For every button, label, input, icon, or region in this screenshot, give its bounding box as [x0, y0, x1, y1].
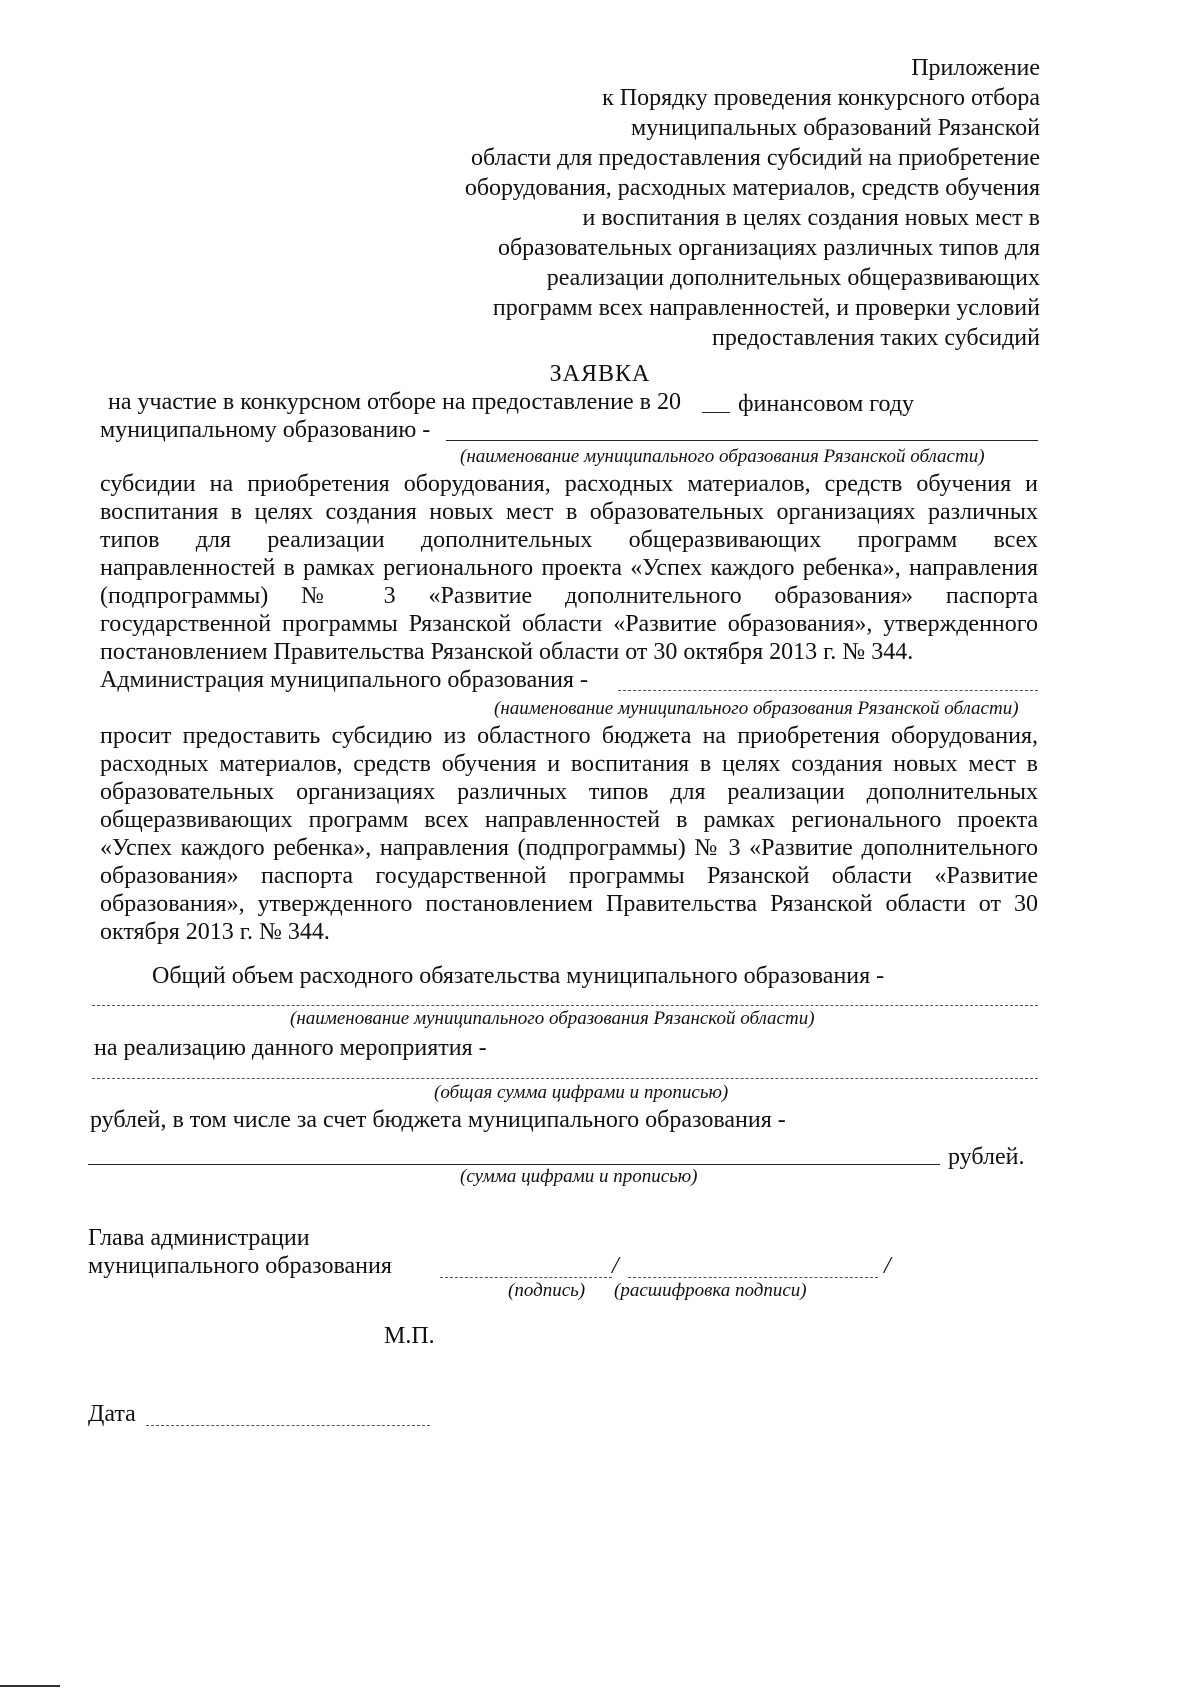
- administration-line: Администрация муниципального образования -: [100, 667, 588, 693]
- paragraph-line: типов для реализации дополнительных общеразвивающих программ всех: [100, 527, 1038, 553]
- paragraph-line: образования» паспорта государственной программы Рязанской области «Развитие: [100, 863, 1038, 889]
- paragraph-line: образования», утвержденного постановлением Правительства Рязанской области от 30: [100, 891, 1038, 917]
- head-title-line-2: муниципального образования: [88, 1253, 392, 1279]
- appendix-header-line: реализации дополнительных общеразвивающих: [546, 265, 1040, 291]
- rubles-label: рублей.: [948, 1144, 1025, 1170]
- appendix-header-line: Приложение: [911, 55, 1040, 81]
- measure-line: на реализацию данного мероприятия -: [94, 1035, 487, 1061]
- paragraph-line: воспитания в целях создания новых мест в образовательных организациях различных: [100, 499, 1038, 525]
- appendix-header-line: к Порядку проведения конкурсного отбора: [602, 85, 1040, 111]
- intro-line-2: муниципальному образованию -: [100, 417, 431, 443]
- municipality-blank-2[interactable]: [618, 690, 1038, 691]
- appendix-header-line: и воспитания в целях создания новых мест в: [582, 205, 1040, 231]
- signature-decode-blank[interactable]: [628, 1277, 878, 1278]
- total-obligation-line: Общий объем расходного обязательства муниципального образования -: [152, 963, 885, 989]
- signature-separator: /: [612, 1253, 619, 1279]
- paragraph-line: государственной программы Рязанской области «Развитие образования», утвержденного: [100, 611, 1038, 637]
- date-label: Дата: [88, 1401, 136, 1427]
- head-title-line-1: Глава администрации: [88, 1225, 310, 1251]
- signature-caption: (подпись): [508, 1280, 586, 1301]
- paragraph-line: расходных материалов, средств обучения и воспитания в целях создания новых мест в: [100, 751, 1038, 777]
- intro-line-1-end: финансовом году: [738, 391, 915, 417]
- sum-caption: (сумма цифрами и прописью): [460, 1166, 698, 1187]
- appendix-header-line: программ всех направленностей, и проверки условий: [492, 295, 1040, 321]
- paragraph-line: субсидии на приобретения оборудования, расходных материалов, средств обучения и: [100, 471, 1038, 497]
- appendix-header-line: оборудования, расходных материалов, средств обучения: [464, 175, 1040, 201]
- scan-edge-mark: [0, 1685, 60, 1687]
- date-blank[interactable]: [146, 1425, 430, 1426]
- paragraph-line: направленностей в рамках регионального проекта «Успех каждого ребенка», направления: [100, 555, 1038, 581]
- year-blank[interactable]: [702, 412, 730, 413]
- signature-decode-caption: (расшифровка подписи): [614, 1280, 807, 1301]
- paragraph-line: просит предоставить субсидию из областного бюджета на приобретения оборудования,: [100, 723, 1038, 749]
- total-sum-blank[interactable]: [92, 1078, 1038, 1079]
- paragraph-line: (подпрограммы) № 3 «Развитие дополнительного образования» паспорта: [100, 583, 1038, 609]
- stamp-label: М.П.: [384, 1323, 435, 1349]
- document-title: ЗАЯВКА: [549, 361, 651, 387]
- budget-line: рублей, в том числе за счет бюджета муниципального образования -: [90, 1107, 786, 1133]
- appendix-header-line: образовательных организациях различных типов для: [497, 235, 1040, 261]
- municipality-caption-3: (наименование муниципального образования Рязанской области): [290, 1008, 815, 1029]
- municipality-caption-1: (наименование муниципального образования Рязанской области): [460, 446, 985, 467]
- appendix-header-line: муниципальных образований Рязанской: [631, 115, 1040, 141]
- paragraph-line: общеразвивающих программ всех направленностей в рамках регионального проекта: [100, 807, 1038, 833]
- paragraph-line: октября 2013 г. № 344.: [100, 919, 330, 945]
- total-sum-caption: (общая сумма цифрами и прописью): [434, 1082, 729, 1103]
- paragraph-line: образовательных организациях различных типов для реализации дополнительных: [100, 779, 1038, 805]
- municipality-caption-2: (наименование муниципального образования Рязанской области): [494, 698, 1019, 719]
- municipality-blank-1[interactable]: [446, 440, 1038, 441]
- signature-separator-end: /: [884, 1253, 891, 1279]
- sum-blank[interactable]: [88, 1164, 940, 1165]
- paragraph-line: постановлением Правительства Рязанской области от 30 октября 2013 г. № 344.: [100, 639, 914, 665]
- appendix-header-line: предоставления таких субсидий: [711, 325, 1040, 351]
- paragraph-line: «Успех каждого ребенка», направления (подпрограммы) № 3 «Развитие дополнительного: [100, 835, 1038, 861]
- intro-line-1: на участие в конкурсном отборе на предоставление в 20: [108, 389, 681, 415]
- signature-blank[interactable]: [440, 1277, 612, 1278]
- municipality-blank-3[interactable]: [92, 1005, 1038, 1006]
- appendix-header-line: области для предоставления субсидий на приобретение: [470, 145, 1040, 171]
